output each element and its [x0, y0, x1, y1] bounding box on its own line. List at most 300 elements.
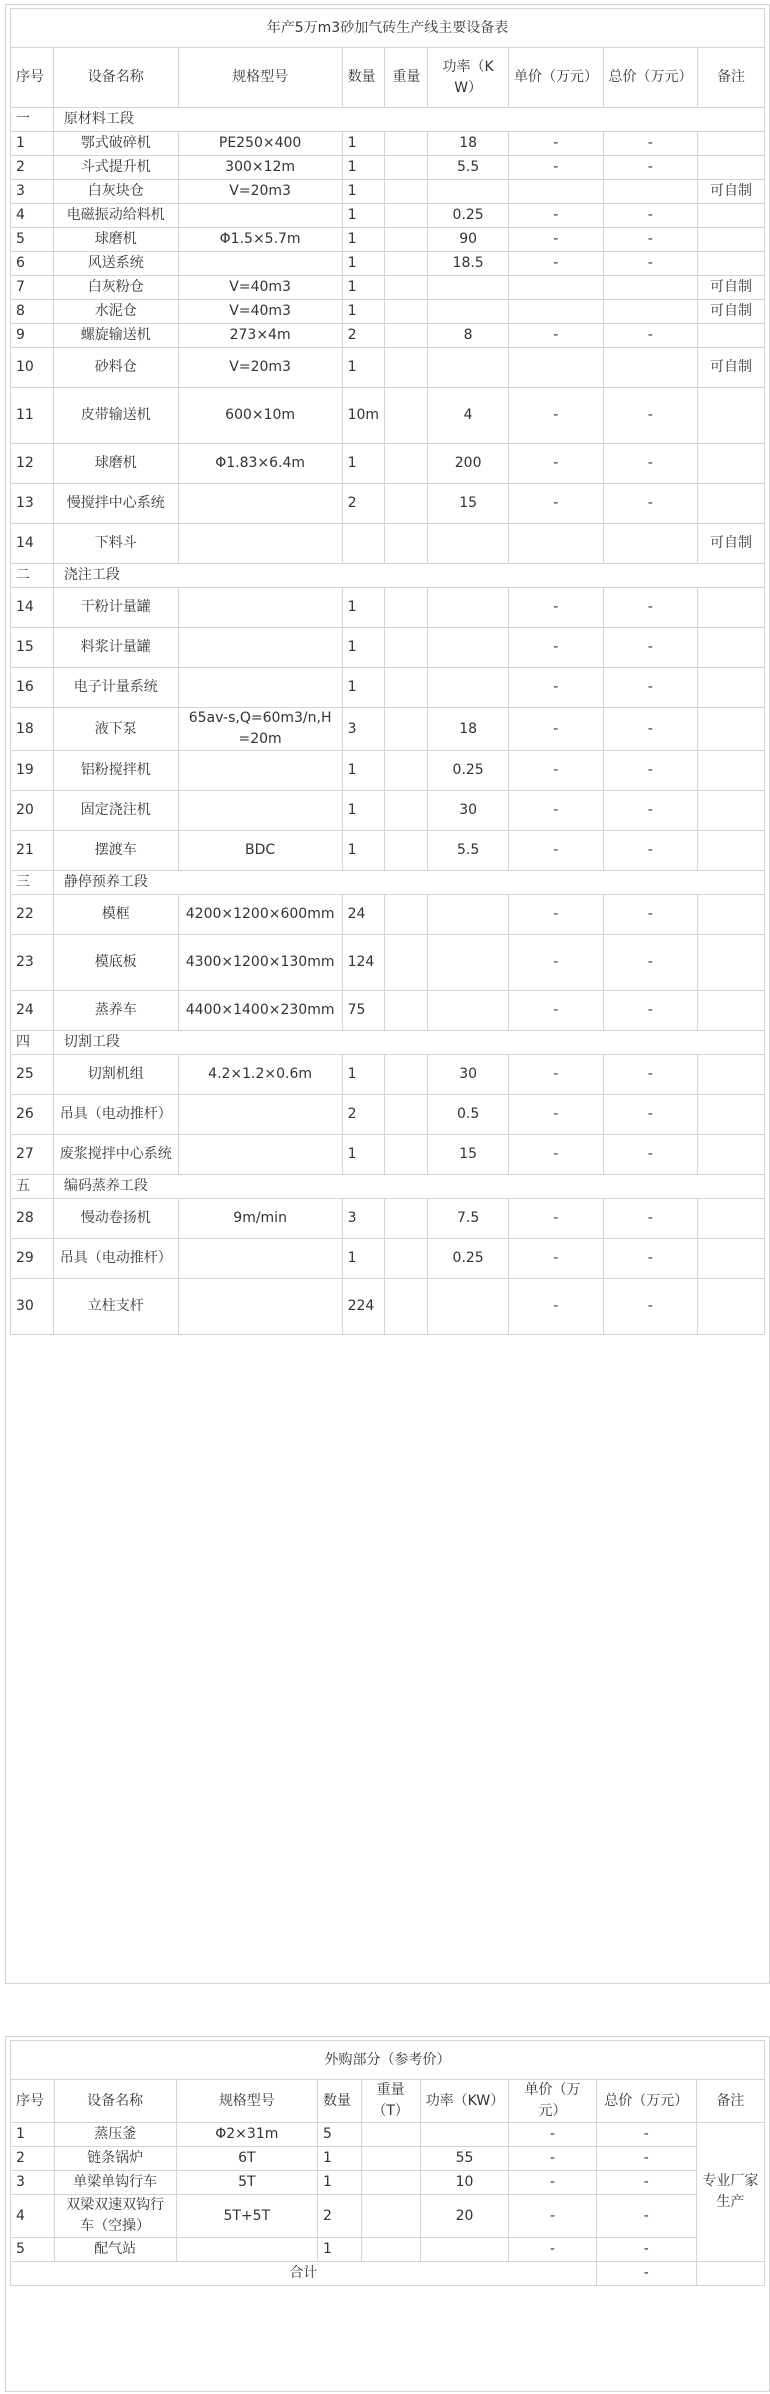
cell-unit-price — [508, 300, 603, 324]
table-row — [11, 348, 765, 388]
cell-seq: 1 — [11, 132, 54, 156]
cell-seq: 4 — [11, 2195, 55, 2238]
header-total-price: 总价（万元） — [603, 48, 698, 108]
cell-unit-price — [508, 524, 603, 564]
table-title: 外购部分（参考价） — [11, 2041, 765, 2080]
table-row — [11, 588, 765, 628]
cell-seq: 三 — [11, 871, 54, 895]
cell-weight — [385, 935, 428, 991]
cell-power — [428, 991, 509, 1031]
cell-power: 10 — [420, 2171, 509, 2195]
cell-power: 18 — [428, 708, 509, 751]
cell-weight — [385, 1199, 428, 1239]
cell-weight — [385, 132, 428, 156]
cell-qty: 224 — [342, 1279, 385, 1335]
cell-name: 单梁单钩行车 — [54, 2171, 176, 2195]
cell-remark — [698, 132, 765, 156]
cell-power — [428, 935, 509, 991]
cell-remark — [698, 895, 765, 935]
cell-unit-price: - — [508, 1095, 603, 1135]
cell-weight — [385, 668, 428, 708]
cell-unit-price: - — [508, 484, 603, 524]
cell-remark — [698, 1055, 765, 1095]
cell-power — [428, 588, 509, 628]
cell-qty: 1 — [342, 1055, 385, 1095]
cell-remark — [698, 708, 765, 751]
table-row — [11, 935, 765, 991]
header-weight: 重量（T） — [361, 2080, 420, 2123]
cell-total-price: - — [596, 2195, 696, 2238]
cell-unit-price: - — [508, 991, 603, 1031]
header-power: 功率（KW） — [428, 48, 509, 108]
cell-unit-price: - — [508, 1239, 603, 1279]
cell-unit-price: - — [508, 156, 603, 180]
purchase-table — [10, 2040, 765, 2286]
cell-name: 下料斗 — [53, 524, 178, 564]
table-row — [11, 180, 765, 204]
cell-power — [428, 524, 509, 564]
cell-power — [428, 180, 509, 204]
header-model: 规格型号 — [178, 48, 342, 108]
cell-weight — [385, 484, 428, 524]
total-remark — [696, 2262, 764, 2286]
cell-qty: 75 — [342, 991, 385, 1031]
title-row — [11, 2041, 765, 2080]
table-row — [11, 484, 765, 524]
cell-remark — [698, 1135, 765, 1175]
table-row — [11, 1135, 765, 1175]
cell-name: 铝粉搅拌机 — [53, 751, 178, 791]
cell-remark — [698, 444, 765, 484]
cell-weight — [361, 2238, 420, 2262]
header-total-price: 总价（万元） — [596, 2080, 696, 2123]
cell-name: 蒸压釜 — [54, 2123, 176, 2147]
cell-name: 蒸养车 — [53, 991, 178, 1031]
cell-remark — [698, 324, 765, 348]
cell-seq: 18 — [11, 708, 54, 751]
cell-total-price: - — [603, 1239, 698, 1279]
cell-weight — [385, 588, 428, 628]
cell-name: 电子计量系统 — [53, 668, 178, 708]
table-row — [11, 895, 765, 935]
table-row — [11, 2195, 765, 2238]
cell-name: 电磁振动给料机 — [53, 204, 178, 228]
cell-qty: 1 — [342, 252, 385, 276]
cell-remark — [698, 204, 765, 228]
cell-qty: 1 — [317, 2147, 361, 2171]
cell-name: 模底板 — [53, 935, 178, 991]
cell-total-price: - — [596, 2147, 696, 2171]
cell-weight — [385, 276, 428, 300]
cell-seq: 2 — [11, 2147, 55, 2171]
table-row — [11, 252, 765, 276]
cell-total-price: - — [603, 156, 698, 180]
table-row — [11, 2123, 765, 2147]
cell-qty: 2 — [342, 324, 385, 348]
cell-total-price: - — [603, 588, 698, 628]
cell-seq: 9 — [11, 324, 54, 348]
table-row — [11, 1239, 765, 1279]
cell-power — [428, 348, 509, 388]
cell-total-price: - — [603, 388, 698, 444]
cell-model — [176, 2238, 317, 2262]
cell-total-price: - — [603, 444, 698, 484]
header-qty: 数量 — [342, 48, 385, 108]
cell-remark: 可自制 — [698, 276, 765, 300]
table-row — [11, 751, 765, 791]
table-row — [11, 1055, 765, 1095]
cell-name: 白灰块仓 — [53, 180, 178, 204]
cell-name: 双梁双速双钩行车（空操） — [54, 2195, 176, 2238]
cell-qty: 1 — [342, 132, 385, 156]
header-qty: 数量 — [317, 2080, 361, 2123]
table-row — [11, 991, 765, 1031]
table-row — [11, 324, 765, 348]
cell-name: 模框 — [53, 895, 178, 935]
cell-total-price: - — [603, 1095, 698, 1135]
cell-unit-price — [508, 276, 603, 300]
cell-power — [428, 276, 509, 300]
cell-unit-price: - — [508, 831, 603, 871]
cell-name: 吊具（电动推杆） — [53, 1239, 178, 1279]
cell-model — [178, 524, 342, 564]
cell-total-price: - — [603, 324, 698, 348]
cell-power — [428, 628, 509, 668]
section-title: 原材料工段 — [53, 108, 764, 132]
cell-qty: 1 — [342, 791, 385, 831]
cell-name: 球磨机 — [53, 444, 178, 484]
cell-power: 90 — [428, 228, 509, 252]
cell-remark: 可自制 — [698, 348, 765, 388]
cell-model: 300×12m — [178, 156, 342, 180]
cell-name: 立柱支杆 — [53, 1279, 178, 1335]
cell-name: 固定浇注机 — [53, 791, 178, 831]
cell-seq: 1 — [11, 2123, 55, 2147]
cell-unit-price: - — [508, 935, 603, 991]
cell-seq: 27 — [11, 1135, 54, 1175]
cell-seq: 14 — [11, 588, 54, 628]
cell-unit-price: - — [509, 2238, 596, 2262]
section-title: 编码蒸养工段 — [53, 1175, 764, 1199]
header-remark: 备注 — [696, 2080, 764, 2123]
cell-seq: 13 — [11, 484, 54, 524]
cell-qty: 3 — [342, 1199, 385, 1239]
cell-total-price: - — [603, 668, 698, 708]
cell-qty: 1 — [317, 2171, 361, 2195]
cell-name: 料浆计量罐 — [53, 628, 178, 668]
section-title: 切割工段 — [53, 1031, 764, 1055]
table-row — [11, 831, 765, 871]
cell-name: 干粉计量罐 — [53, 588, 178, 628]
cell-power — [428, 300, 509, 324]
cell-unit-price: - — [508, 444, 603, 484]
cell-power: 0.25 — [428, 751, 509, 791]
table-row — [11, 2171, 765, 2195]
cell-total-price: - — [596, 2171, 696, 2195]
cell-total-price: - — [603, 628, 698, 668]
cell-total-price: - — [603, 991, 698, 1031]
cell-qty: 1 — [342, 668, 385, 708]
cell-power: 4 — [428, 388, 509, 444]
cell-weight — [385, 1135, 428, 1175]
cell-name: 链条锅炉 — [54, 2147, 176, 2171]
table-row — [11, 524, 765, 564]
cell-name: 切割机组 — [53, 1055, 178, 1095]
cell-qty: 1 — [342, 180, 385, 204]
cell-seq: 5 — [11, 228, 54, 252]
cell-model: 6T — [176, 2147, 317, 2171]
header-name: 设备名称 — [53, 48, 178, 108]
cell-total-price: - — [596, 2123, 696, 2147]
cell-remark — [698, 831, 765, 871]
cell-total-price: - — [603, 751, 698, 791]
cell-model: Φ1.83×6.4m — [178, 444, 342, 484]
cell-weight — [361, 2171, 420, 2195]
cell-weight — [385, 1279, 428, 1335]
cell-seq: 28 — [11, 1199, 54, 1239]
cell-seq: 3 — [11, 180, 54, 204]
cell-weight — [385, 831, 428, 871]
cell-name: 皮带输送机 — [53, 388, 178, 444]
table-row — [11, 628, 765, 668]
table-row — [11, 2147, 765, 2171]
cell-remark — [698, 628, 765, 668]
cell-name: 螺旋输送机 — [53, 324, 178, 348]
cell-power: 30 — [428, 1055, 509, 1095]
cell-model: V=40m3 — [178, 300, 342, 324]
header-seq: 序号 — [11, 48, 54, 108]
header-row — [11, 48, 765, 108]
merged-remark: 专业厂家生产 — [696, 2123, 764, 2262]
cell-total-price: - — [603, 831, 698, 871]
cell-name: 摆渡车 — [53, 831, 178, 871]
table-title: 年产5万m3砂加气砖生产线主要设备表 — [11, 9, 765, 48]
cell-remark — [698, 1279, 765, 1335]
cell-seq: 7 — [11, 276, 54, 300]
cell-total-price: - — [603, 791, 698, 831]
table-row — [11, 444, 765, 484]
cell-qty: 5 — [317, 2123, 361, 2147]
cell-total-price: - — [603, 132, 698, 156]
cell-total-price: - — [596, 2238, 696, 2262]
cell-name: 水泥仓 — [53, 300, 178, 324]
cell-total-price — [603, 276, 698, 300]
cell-qty: 1 — [342, 831, 385, 871]
cell-seq: 26 — [11, 1095, 54, 1135]
cell-total-price: - — [603, 1135, 698, 1175]
cell-weight — [385, 156, 428, 180]
table-row — [11, 204, 765, 228]
cell-total-price: - — [603, 1279, 698, 1335]
cell-model: 4.2×1.2×0.6m — [178, 1055, 342, 1095]
cell-remark: 可自制 — [698, 300, 765, 324]
cell-model — [178, 1239, 342, 1279]
cell-weight — [385, 348, 428, 388]
cell-qty: 1 — [342, 348, 385, 388]
header-unit-price: 单价（万元） — [508, 48, 603, 108]
cell-seq: 22 — [11, 895, 54, 935]
cell-seq: 6 — [11, 252, 54, 276]
cell-total-price — [603, 300, 698, 324]
cell-power — [428, 1279, 509, 1335]
cell-name: 白灰粉仓 — [53, 276, 178, 300]
cell-power: 30 — [428, 791, 509, 831]
cell-name: 鄂式破碎机 — [53, 132, 178, 156]
cell-power: 0.25 — [428, 204, 509, 228]
cell-qty: 24 — [342, 895, 385, 935]
cell-qty: 2 — [342, 1095, 385, 1135]
total-value: - — [596, 2262, 696, 2286]
cell-power: 5.5 — [428, 156, 509, 180]
header-name: 设备名称 — [54, 2080, 176, 2123]
cell-remark — [698, 1199, 765, 1239]
cell-total-price — [603, 524, 698, 564]
cell-power — [428, 895, 509, 935]
cell-model: Φ2×31m — [176, 2123, 317, 2147]
table-row — [11, 300, 765, 324]
cell-unit-price: - — [508, 791, 603, 831]
cell-qty: 1 — [342, 204, 385, 228]
cell-unit-price: - — [508, 1199, 603, 1239]
cell-weight — [385, 524, 428, 564]
cell-unit-price: - — [508, 132, 603, 156]
cell-unit-price: - — [508, 751, 603, 791]
section-title: 静停预养工段 — [53, 871, 764, 895]
cell-weight — [385, 1055, 428, 1095]
table-row — [11, 132, 765, 156]
cell-total-price — [603, 180, 698, 204]
cell-seq: 19 — [11, 751, 54, 791]
cell-total-price: - — [603, 1055, 698, 1095]
cell-weight — [385, 1095, 428, 1135]
cell-unit-price: - — [509, 2123, 596, 2147]
cell-seq: 一 — [11, 108, 54, 132]
cell-model: 5T — [176, 2171, 317, 2195]
cell-unit-price: - — [508, 228, 603, 252]
cell-weight — [385, 204, 428, 228]
cell-seq: 3 — [11, 2171, 55, 2195]
cell-qty: 10m — [342, 388, 385, 444]
cell-model: 600×10m — [178, 388, 342, 444]
cell-model: PE250×400 — [178, 132, 342, 156]
cell-unit-price: - — [509, 2171, 596, 2195]
cell-remark: 可自制 — [698, 180, 765, 204]
cell-power: 0.5 — [428, 1095, 509, 1135]
cell-power: 0.25 — [428, 1239, 509, 1279]
cell-total-price: - — [603, 252, 698, 276]
cell-name: 风送系统 — [53, 252, 178, 276]
cell-qty: 1 — [342, 276, 385, 300]
cell-model: V=20m3 — [178, 348, 342, 388]
cell-total-price — [603, 348, 698, 388]
cell-remark — [698, 751, 765, 791]
table-row — [11, 2238, 765, 2262]
cell-unit-price: - — [508, 668, 603, 708]
cell-weight — [385, 388, 428, 444]
total-label: 合计 — [11, 2262, 597, 2286]
cell-qty: 2 — [317, 2195, 361, 2238]
cell-name: 配气站 — [54, 2238, 176, 2262]
table-row — [11, 276, 765, 300]
main-equipment-table — [10, 8, 765, 1335]
cell-unit-price — [508, 180, 603, 204]
cell-remark — [698, 156, 765, 180]
table-row — [11, 708, 765, 751]
cell-model: 4300×1200×130mm — [178, 935, 342, 991]
header-unit-price: 单价（万元） — [509, 2080, 596, 2123]
cell-name: 球磨机 — [53, 228, 178, 252]
cell-model: 4200×1200×600mm — [178, 895, 342, 935]
table-row — [11, 1095, 765, 1135]
cell-total-price: - — [603, 228, 698, 252]
cell-weight — [385, 895, 428, 935]
cell-seq: 30 — [11, 1279, 54, 1335]
cell-name: 废浆搅拌中心系统 — [53, 1135, 178, 1175]
cell-total-price: - — [603, 484, 698, 524]
cell-power — [420, 2238, 509, 2262]
cell-seq: 29 — [11, 1239, 54, 1279]
cell-unit-price: - — [508, 708, 603, 751]
cell-unit-price: - — [509, 2195, 596, 2238]
cell-weight — [385, 708, 428, 751]
cell-name: 吊具（电动推杆） — [53, 1095, 178, 1135]
cell-name: 慢动卷扬机 — [53, 1199, 178, 1239]
cell-seq: 25 — [11, 1055, 54, 1095]
cell-unit-price: - — [508, 1055, 603, 1095]
table-row — [11, 108, 765, 132]
cell-remark — [698, 1239, 765, 1279]
cell-unit-price: - — [508, 1279, 603, 1335]
cell-qty: 3 — [342, 708, 385, 751]
cell-remark — [698, 791, 765, 831]
cell-model: 4400×1400×230mm — [178, 991, 342, 1031]
cell-unit-price: - — [508, 588, 603, 628]
cell-seq: 24 — [11, 991, 54, 1031]
cell-power: 20 — [420, 2195, 509, 2238]
cell-model — [178, 1135, 342, 1175]
header-seq: 序号 — [11, 2080, 55, 2123]
cell-power: 5.5 — [428, 831, 509, 871]
cell-weight — [361, 2123, 420, 2147]
title-row — [11, 9, 765, 48]
cell-seq: 20 — [11, 791, 54, 831]
cell-seq: 11 — [11, 388, 54, 444]
table-row — [11, 228, 765, 252]
section-title: 浇注工段 — [53, 564, 764, 588]
cell-seq: 5 — [11, 2238, 55, 2262]
cell-model — [178, 668, 342, 708]
cell-unit-price: - — [508, 252, 603, 276]
cell-seq: 12 — [11, 444, 54, 484]
cell-qty: 1 — [342, 628, 385, 668]
table-row — [11, 1031, 765, 1055]
cell-unit-price: - — [508, 324, 603, 348]
cell-model — [178, 588, 342, 628]
cell-power: 55 — [420, 2147, 509, 2171]
cell-qty: 1 — [342, 751, 385, 791]
cell-model — [178, 628, 342, 668]
cell-qty: 1 — [342, 588, 385, 628]
cell-model — [178, 1279, 342, 1335]
cell-model: BDC — [178, 831, 342, 871]
cell-weight — [361, 2195, 420, 2238]
cell-power — [420, 2123, 509, 2147]
cell-model: Φ1.5×5.7m — [178, 228, 342, 252]
cell-weight — [385, 991, 428, 1031]
table-row — [11, 668, 765, 708]
table-row — [11, 871, 765, 895]
cell-remark — [698, 935, 765, 991]
